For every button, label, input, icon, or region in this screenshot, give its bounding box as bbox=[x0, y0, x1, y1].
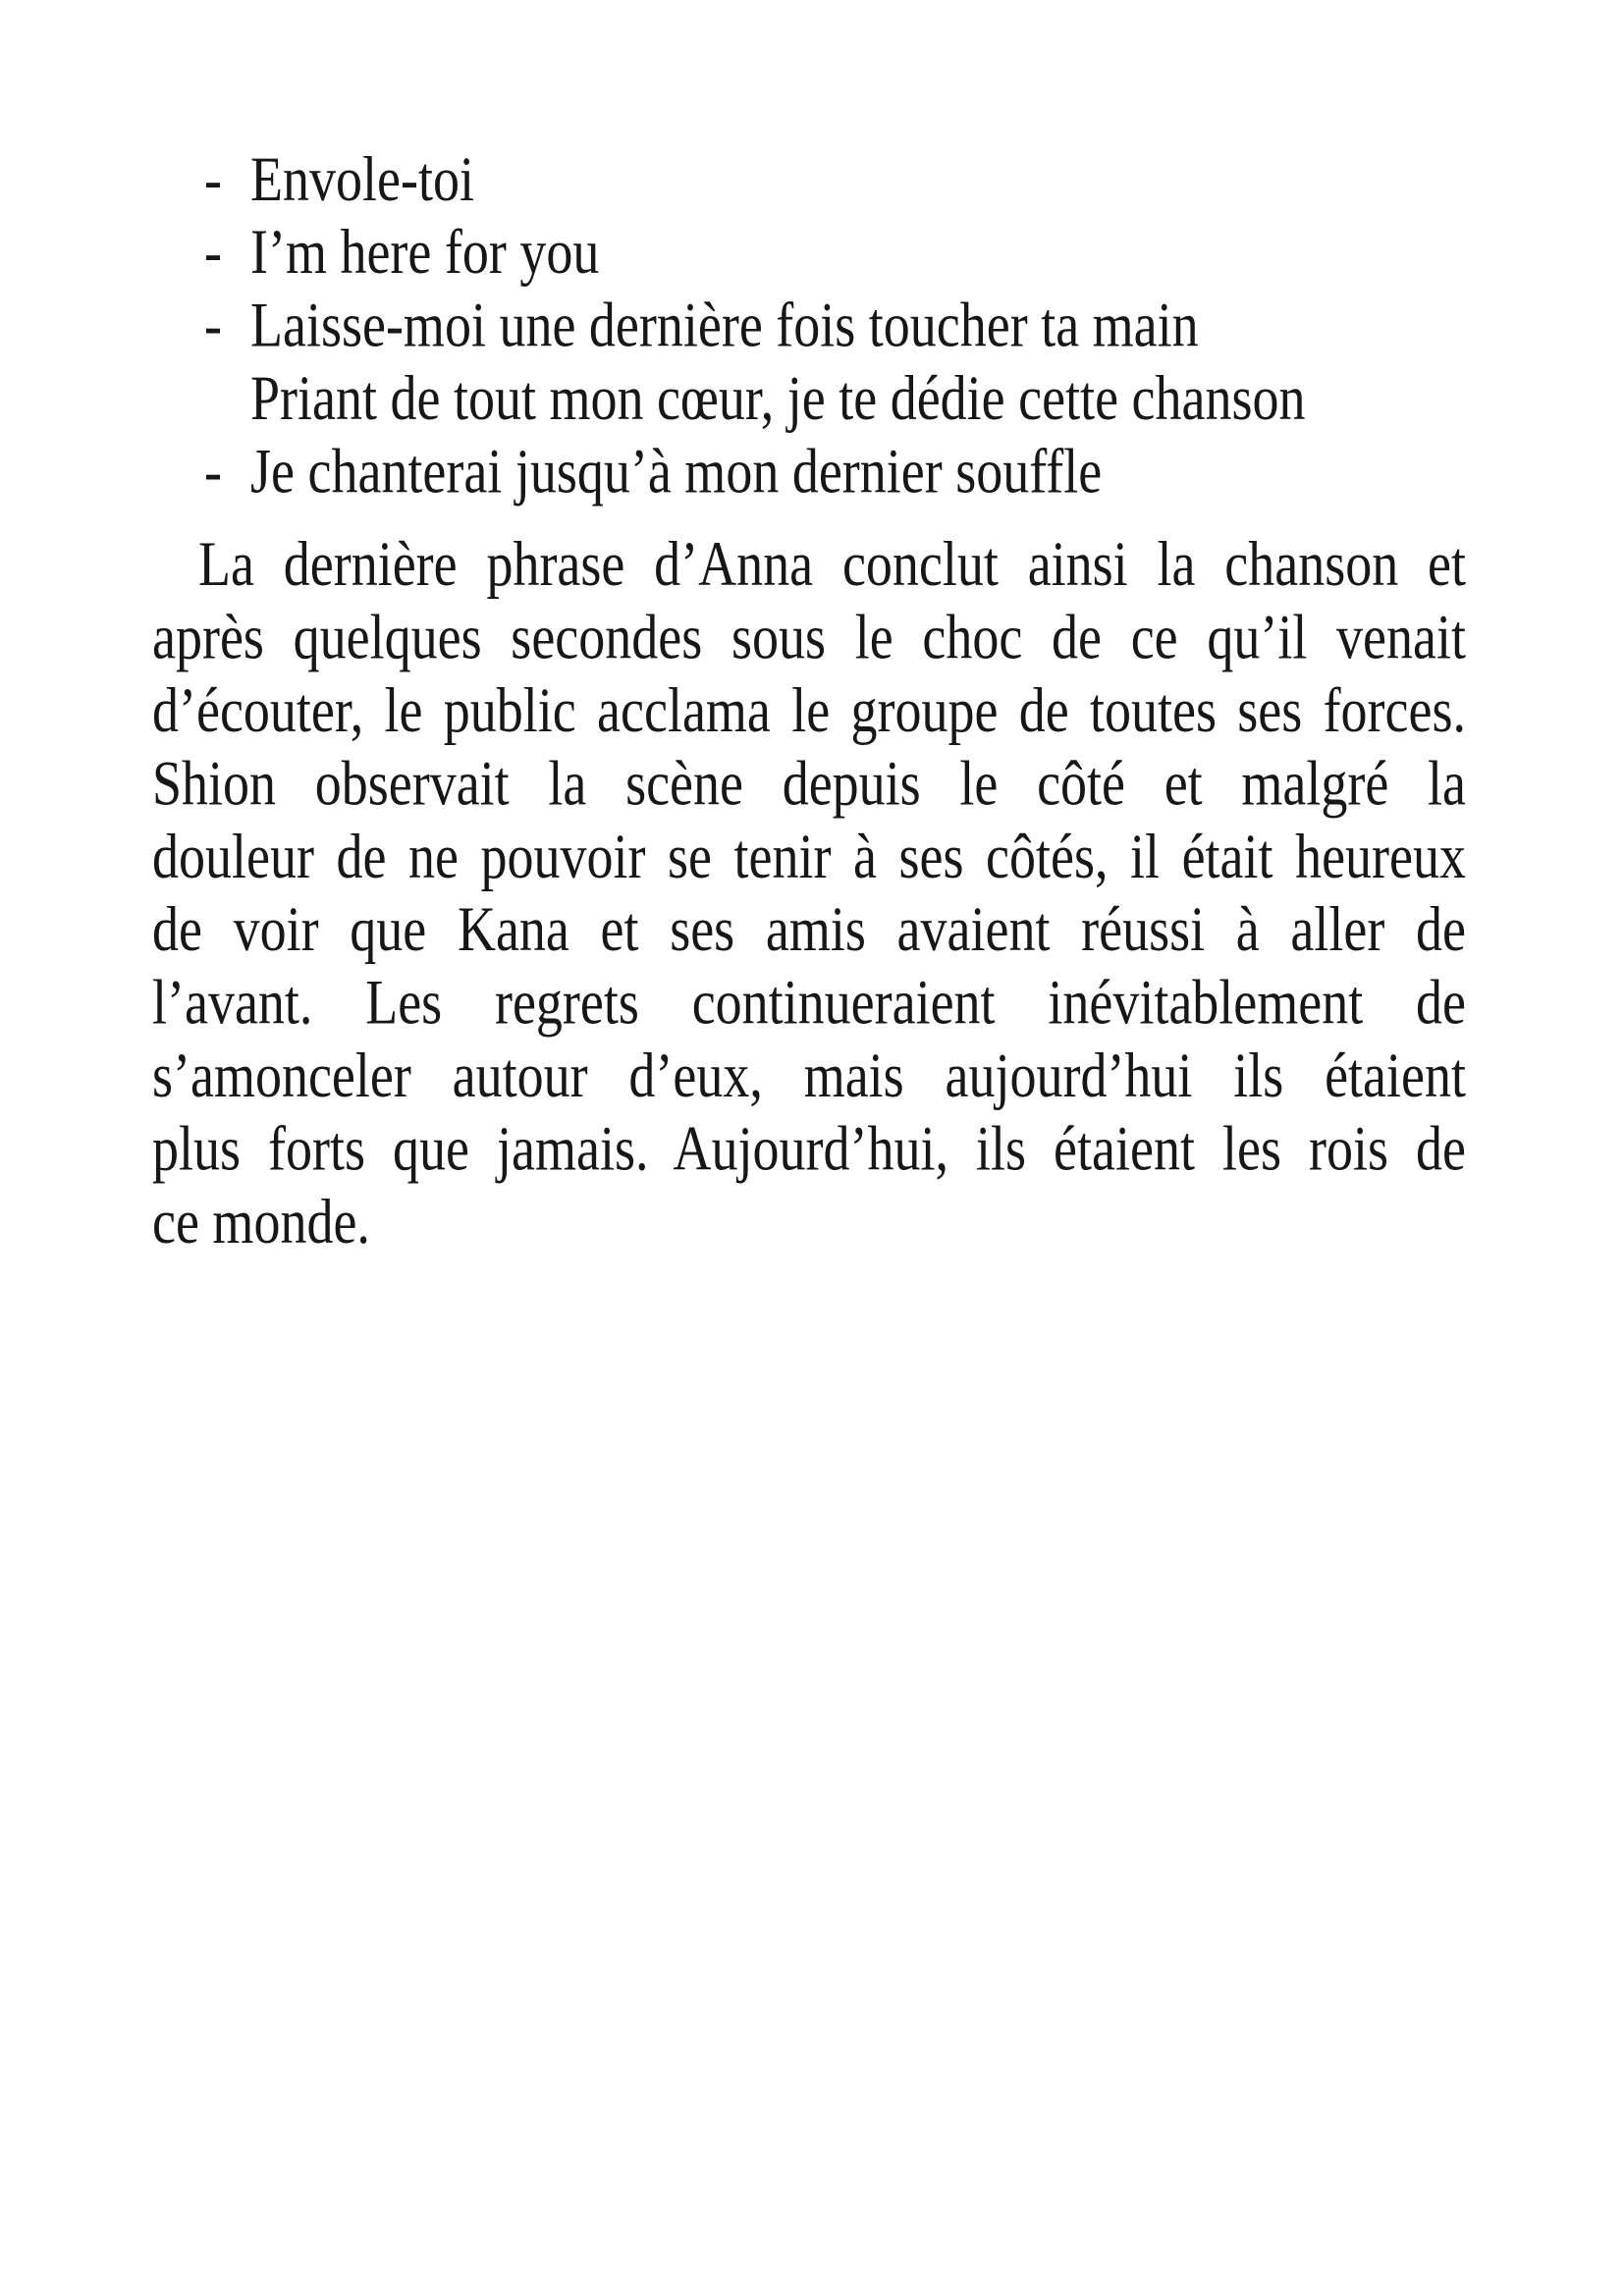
paragraph-line: La dernière phrase d’Anna conclut ainsi la chanson et bbox=[198, 528, 1466, 600]
lyric-text: Envole-toi bbox=[250, 143, 474, 215]
paragraph-line: après quelques secondes sous le choc de ce qu’il venait bbox=[152, 602, 1466, 672]
lyric-line bbox=[152, 361, 1466, 434]
text-block bbox=[152, 142, 1466, 1257]
lyric-text: Laisse-moi une dernière fois toucher ta main bbox=[250, 290, 1199, 360]
paragraph-line: ce monde. bbox=[152, 1186, 370, 1257]
paragraph-line: plus forts que jamais. Aujourd’hui, ils étaient les rois de bbox=[152, 1112, 1466, 1184]
list-dash-marker: - bbox=[204, 435, 222, 507]
lyric-line bbox=[152, 215, 1466, 288]
lyric-text: I’m here for you bbox=[250, 216, 600, 288]
paragraph-line: s’amonceler autour d’eux, mais aujourd’hui ils étaient bbox=[152, 1040, 1466, 1111]
lyric-line bbox=[152, 435, 1466, 507]
lyric-line bbox=[152, 289, 1466, 361]
body-paragraph bbox=[152, 527, 1466, 1257]
paragraph-line: l’avant. Les regrets continueraient inévitablement de bbox=[152, 967, 1466, 1038]
lyric-line bbox=[152, 142, 1466, 215]
paragraph-line: de voir que Kana et ses amis avaient réussi à aller de bbox=[152, 893, 1466, 965]
lyric-text: Je chanterai jusqu’à mon dernier souffle bbox=[250, 435, 1103, 507]
paragraph-line: douleur de ne pouvoir se tenir à ses côtés, il était heureux bbox=[152, 821, 1466, 892]
lyric-text: Priant de tout mon cœur, je te dédie cette chanson bbox=[250, 362, 1306, 434]
paragraph-line: Shion observait la scène depuis le côté et malgré la bbox=[152, 747, 1466, 819]
lyrics-list bbox=[152, 142, 1466, 507]
list-dash-marker: - bbox=[204, 290, 222, 360]
list-dash-marker: - bbox=[204, 143, 222, 215]
list-dash-marker: - bbox=[204, 216, 222, 288]
paragraph-line: d’écouter, le public acclama le groupe de toutes ses forces. bbox=[152, 674, 1466, 746]
